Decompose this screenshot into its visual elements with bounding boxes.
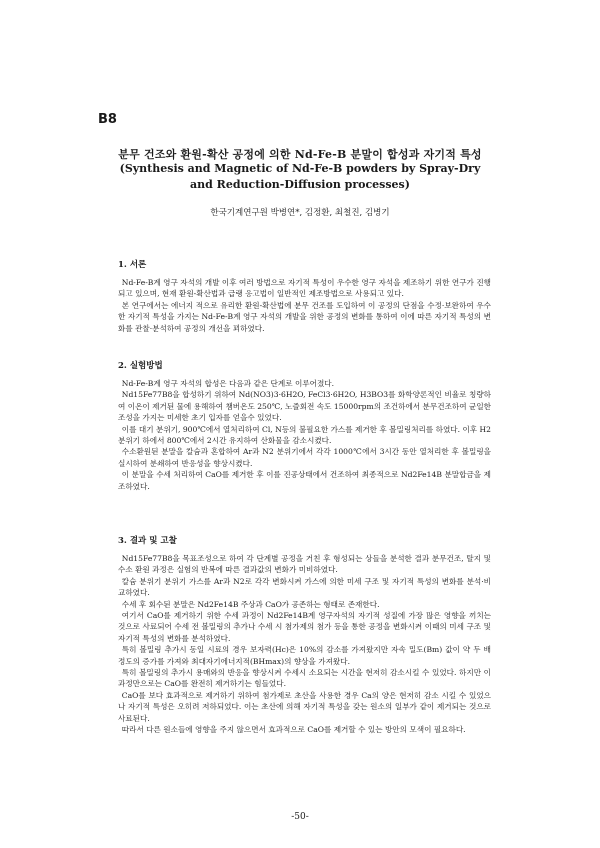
section-body-introduction	[118, 277, 491, 334]
paragraph: 칼슘 분위기 분위기 가스를 Ar과 N2로 각각 변화시켜 가스에 의한 미세 구조 및 자기적 특성의 변화를 분석·비교하였다.	[118, 576, 491, 598]
section-body-results	[118, 553, 491, 736]
paragraph: 특히 볼밀링의 추가시 용매와의 반응을 향상시켜 수세시 소요되는 시간을 현저히 감소시킬 수 있었다. 하지만 이 과정만으로는 CaO를 완전히 제거하기는 힘들었다.	[118, 668, 491, 689]
paragraph: Nd-Fe-B계 영구 자석의 개발 이후 여러 방법으로 자기적 특성이 우수한 영구 자석을 제조하기 위한 연구가 진행되고 있으며, 현재 환원-확산법과 급랭 응고법이 일반적인 제조방법으로 사용되고 있다.	[118, 278, 491, 299]
title-english-line-1: (Synthesis and Magnetic of Nd-Fe-B powders by Spray-Dry	[119, 162, 481, 175]
paragraph: 특히 볼밀링 추가시 동일 시료의 경우 보자력(Hc)은 10%의 감소를 가져왔지만 자속 밀도(Bm) 값이 약 두 배 정도의 증가를 가져와 최대자기에너지적(BHmax)의 향상을 가져왔다.	[118, 645, 491, 666]
paper-title-english	[60, 161, 540, 193]
section-heading-methods: 2. 실험방법	[118, 361, 163, 371]
paragraph: 본 연구에서는 에너지 적으로 유리한 환원-확산법에 분무 건조를 도입하여 이 공정의 단점을 수정·보완하여 우수한 자기적 특성을 가지는 Nd-Fe-B계 영구 자석의 개발을 위한 공정의 변화를 통하여 이에 따른 자기적 특성의 변화를 관찰·분석하여 공정의 개선을 꾀하였다.	[118, 300, 491, 333]
paper-title-korean: 분무 건조와 환원-확산 공정에 의한 Nd-Fe-B 분말이 합성과 자기적 특성	[118, 148, 482, 161]
session-code: B8	[98, 112, 117, 127]
paragraph: 수소환원된 분말을 칼슘과 혼합하여 Ar과 N2 분위기에서 각각 1000℃에서 3시간 동안 열처리한 후 볼밀링을 실시하여 분쇄하여 반응성을 향상시켰다.	[118, 447, 491, 468]
title-english-line-2: and Reduction-Diffusion processes)	[190, 178, 410, 191]
page-number: -50-	[291, 812, 309, 822]
author-line: 한국기계연구원 박병연*, 김정환, 최철진, 김병기	[210, 208, 390, 218]
paragraph: 수세 후 회수된 분말은 Nd2Fe14B 주상과 CaO가 공존하는 형태로 존재한다.	[121, 599, 380, 609]
section-heading-results: 3. 결과 및 고찰	[118, 536, 177, 546]
paragraph: 이를 대기 분위기, 900℃에서 열처리하여 Cl, N등의 불필요한 가스를 제거한 후 볼밀링처리를 하였다. 이후 H2분위기 하에서 800℃에서 2시간 유지하여 산화물을 감소시켰다.	[118, 424, 491, 446]
section-body-methods	[118, 378, 491, 492]
paragraph: CaO를 보다 효과적으로 제거하기 위하여 첨가제로 초산을 사용한 경우 Ca의 양은 현저히 감소 시킬 수 있었으나 자기적 특성은 오히려 저하되었다. 이는 초산에 의해 자기적 특성을 갖는 원소의 일부가 같이 제거되는 것으로 사료된다.	[118, 690, 491, 723]
paragraph: 이 분말을 수세 처리하여 CaO를 제거한 후 이를 진공상태에서 건조하여 최종적으로 Nd2Fe14B 분말합금을 제조하였다.	[118, 470, 491, 491]
paragraph: 여기서 CaO를 제거하기 위한 수세 과정이 Nd2Fe14B계 영구자석의 자기적 성질에 가장 많은 영향을 끼치는 것으로 사료되어 수세 전 볼밀링의 추가나 수세 시 첨가제의 첨가 등을 통한 공정을 변화시켜 이때의 미세 구조 및 자기적 특성의 변화를 분석하였다.	[118, 611, 491, 643]
paragraph: Nd15Fe77B8을 합성하기 위하여 Nd(NO3)3·6H2O, FeCl3·6H2O, H3BO3를 화학양론적인 비율로 칭량하여 이온이 제거된 물에 용해하여 챔버온도 250℃, 노즐회전 속도 15000rpm의 조건하에서 분무건조하여 균일한 조성을 가지는 미세한 초기 입자를 얻을수 있었다.	[118, 390, 491, 423]
paragraph: Nd15Fe77B8을 목표조성으로 하여 각 단계별 공정을 거친 후 형성되는 상들을 분석한 결과 분무건조, 탈지 및 수소 환원 과정은 실험의 반복에 따른 결과값의 변화가 미비하였다.	[118, 554, 491, 575]
paragraph: Nd-Fe-B계 영구 자석의 합성은 다음과 같은 단계로 이루어졌다.	[121, 379, 335, 388]
paragraph: 따라서 다른 원소들에 영향을 주지 않으면서 효과적으로 CaO를 제거할 수 있는 방안의 모색이 필요하다.	[121, 725, 466, 735]
section-heading-introduction: 1. 서론	[118, 260, 147, 270]
